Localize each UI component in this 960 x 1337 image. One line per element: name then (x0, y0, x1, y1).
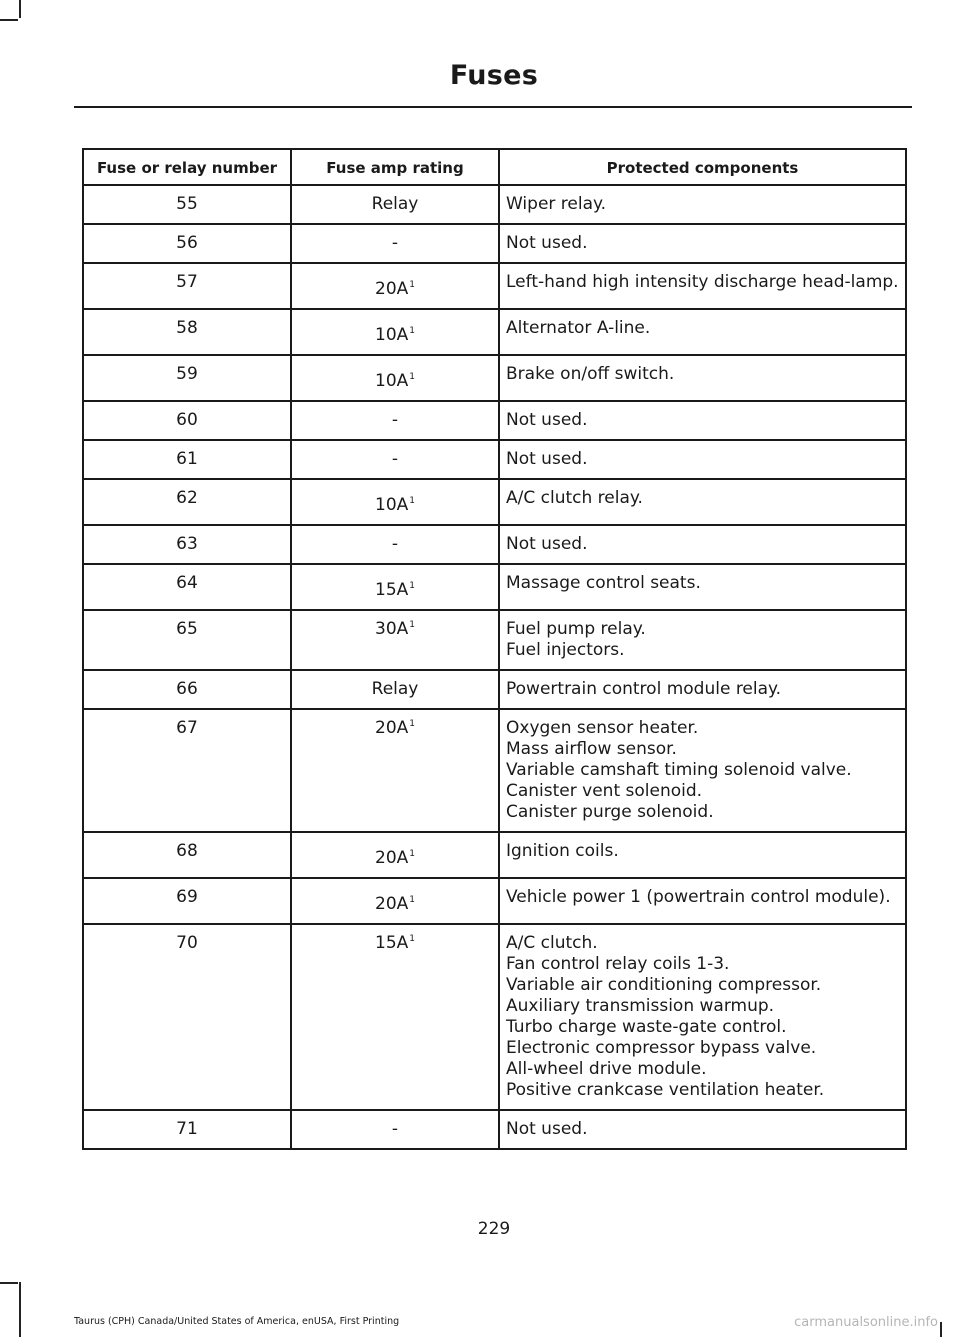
amp-rating-cell (291, 440, 499, 479)
fuse-number-cell: 58 (83, 309, 291, 355)
protected-components-cell (499, 309, 906, 355)
footnote-marker: 1 (409, 280, 415, 291)
footnote-marker: 1 (409, 895, 415, 906)
footnote-marker: 1 (409, 934, 415, 945)
protected-components-cell (499, 670, 906, 709)
component-line: Oxygen sensor heater. (506, 718, 699, 738)
table-row (83, 924, 906, 1110)
protected-components-cell (499, 610, 906, 670)
table-row (83, 185, 906, 224)
footnote-marker: 1 (409, 849, 415, 860)
fuse-number-cell: 64 (83, 564, 291, 610)
table-row (83, 564, 906, 610)
component-line: All-wheel drive module. (506, 1059, 707, 1079)
amp-rating-cell (291, 401, 499, 440)
protected-components-cell (499, 832, 906, 878)
amp-rating-value: - (391, 410, 399, 430)
amp-rating-value: Relay (371, 194, 419, 214)
footnote-marker: 1 (409, 719, 415, 730)
fuse-number-cell: 56 (83, 224, 291, 263)
table-row (83, 878, 906, 924)
component-line: Fuel injectors. (506, 640, 625, 660)
amp-rating-cell (291, 185, 499, 224)
amp-rating-value: 15A (375, 580, 409, 600)
crop-mark (19, 1282, 21, 1337)
column-header-protected-components: Protected components (499, 149, 906, 185)
component-line: Not used. (506, 534, 588, 554)
table-row (83, 224, 906, 263)
component-line: Variable air conditioning compressor. (506, 975, 822, 995)
table-body (83, 185, 906, 1149)
amp-rating-cell (291, 479, 499, 525)
footnote-marker: 1 (409, 372, 415, 383)
amp-rating-value: 20A (375, 848, 409, 868)
fuse-number-cell: 63 (83, 525, 291, 564)
amp-rating-cell (291, 832, 499, 878)
component-line: Electronic compressor bypass valve. (506, 1038, 817, 1058)
protected-components-cell (499, 479, 906, 525)
component-line: A/C clutch relay. (506, 488, 643, 508)
fuse-number-cell: 60 (83, 401, 291, 440)
component-line: Turbo charge waste-gate control. (506, 1017, 787, 1037)
table-row (83, 440, 906, 479)
protected-components-cell (499, 440, 906, 479)
component-line: Mass airflow sensor. (506, 739, 677, 759)
amp-rating-cell (291, 924, 499, 1110)
fuse-number-cell: 71 (83, 1110, 291, 1149)
component-line: Wiper relay. (506, 194, 607, 214)
amp-rating-value: - (391, 534, 399, 554)
protected-components-cell (499, 263, 906, 309)
fuse-number-cell: 57 (83, 263, 291, 309)
amp-rating-cell (291, 670, 499, 709)
component-line: Vehicle power 1 (powertrain control module). (506, 887, 891, 907)
fuse-number-cell: 70 (83, 924, 291, 1110)
amp-rating-value: 15A (375, 933, 409, 953)
component-line: Canister vent solenoid. (506, 781, 703, 801)
amp-rating-value: 10A (375, 495, 409, 515)
amp-rating-value: 20A (375, 279, 409, 299)
protected-components-cell (499, 401, 906, 440)
column-header-amp-rating: Fuse amp rating (291, 149, 499, 185)
footnote-marker: 1 (409, 581, 415, 592)
column-header-fuse-number: Fuse or relay number (83, 149, 291, 185)
protected-components-cell (499, 878, 906, 924)
component-line: Not used. (506, 233, 588, 253)
table-row (83, 709, 906, 832)
amp-rating-value: - (391, 1119, 399, 1139)
crop-mark (940, 1322, 942, 1337)
table-row (83, 832, 906, 878)
table-row (83, 309, 906, 355)
amp-rating-cell (291, 610, 499, 670)
page-number: 229 (477, 1219, 511, 1239)
amp-rating-cell (291, 355, 499, 401)
table-row (83, 355, 906, 401)
watermark: carmanualsonline.info (794, 1315, 938, 1330)
fuse-number-cell: 68 (83, 832, 291, 878)
footnote-marker: 1 (409, 326, 415, 337)
amp-rating-value: 10A (375, 325, 409, 345)
crop-mark (0, 1282, 18, 1284)
footnote-marker: 1 (409, 620, 415, 631)
protected-components-cell (499, 224, 906, 263)
fuse-number-cell: 62 (83, 479, 291, 525)
table-row (83, 525, 906, 564)
amp-rating-cell (291, 709, 499, 832)
component-line: Positive crankcase ventilation heater. (506, 1080, 825, 1100)
component-line: Not used. (506, 1119, 588, 1139)
amp-rating-cell (291, 224, 499, 263)
amp-rating-cell (291, 263, 499, 309)
component-line: Alternator A-line. (506, 318, 651, 338)
fuse-table (82, 148, 907, 1150)
fuse-number-cell: 55 (83, 185, 291, 224)
amp-rating-value: 20A (375, 718, 409, 738)
component-line: Ignition coils. (506, 841, 619, 861)
amp-rating-value: 20A (375, 894, 409, 914)
protected-components-cell (499, 525, 906, 564)
table-row (83, 670, 906, 709)
component-line: A/C clutch. (506, 933, 598, 953)
footer-edition-text: Taurus (CPH) Canada/United States of America, enUSA, First Printing (74, 1316, 400, 1327)
amp-rating-cell (291, 309, 499, 355)
component-line: Auxiliary transmission warmup. (506, 996, 775, 1016)
table-row (83, 263, 906, 309)
fuse-number-cell: 61 (83, 440, 291, 479)
amp-rating-cell (291, 878, 499, 924)
component-line: Not used. (506, 449, 588, 469)
component-line: Not used. (506, 410, 588, 430)
fuse-number-cell: 69 (83, 878, 291, 924)
crop-mark (0, 19, 18, 21)
component-line: Brake on/off switch. (506, 364, 675, 384)
amp-rating-cell (291, 1110, 499, 1149)
fuse-number-cell: 66 (83, 670, 291, 709)
amp-rating-value: 30A (375, 619, 409, 639)
component-line: Left-hand high intensity discharge head-lamp. (506, 272, 899, 292)
protected-components-cell (499, 185, 906, 224)
fuse-number-cell: 59 (83, 355, 291, 401)
title-divider (74, 106, 912, 108)
component-line: Fan control relay coils 1-3. (506, 954, 730, 974)
component-line: Canister purge solenoid. (506, 802, 714, 822)
component-line: Variable camshaft timing solenoid valve. (506, 760, 852, 780)
component-line: Massage control seats. (506, 573, 701, 593)
amp-rating-value: 10A (375, 371, 409, 391)
page-title: Fuses (449, 60, 539, 91)
amp-rating-cell (291, 564, 499, 610)
table-header-row (83, 149, 906, 185)
table-row (83, 610, 906, 670)
component-line: Fuel pump relay. (506, 619, 646, 639)
amp-rating-value: - (391, 449, 399, 469)
component-line: Powertrain control module relay. (506, 679, 782, 699)
amp-rating-value: Relay (371, 679, 419, 699)
footnote-marker: 1 (409, 496, 415, 507)
protected-components-cell (499, 1110, 906, 1149)
table-row (83, 479, 906, 525)
crop-mark (19, 0, 21, 18)
protected-components-cell (499, 924, 906, 1110)
protected-components-cell (499, 564, 906, 610)
protected-components-cell (499, 709, 906, 832)
fuse-number-cell: 65 (83, 610, 291, 670)
table-row (83, 1110, 906, 1149)
fuse-number-cell: 67 (83, 709, 291, 832)
table-row (83, 401, 906, 440)
protected-components-cell (499, 355, 906, 401)
amp-rating-cell (291, 525, 499, 564)
amp-rating-value: - (391, 233, 399, 253)
